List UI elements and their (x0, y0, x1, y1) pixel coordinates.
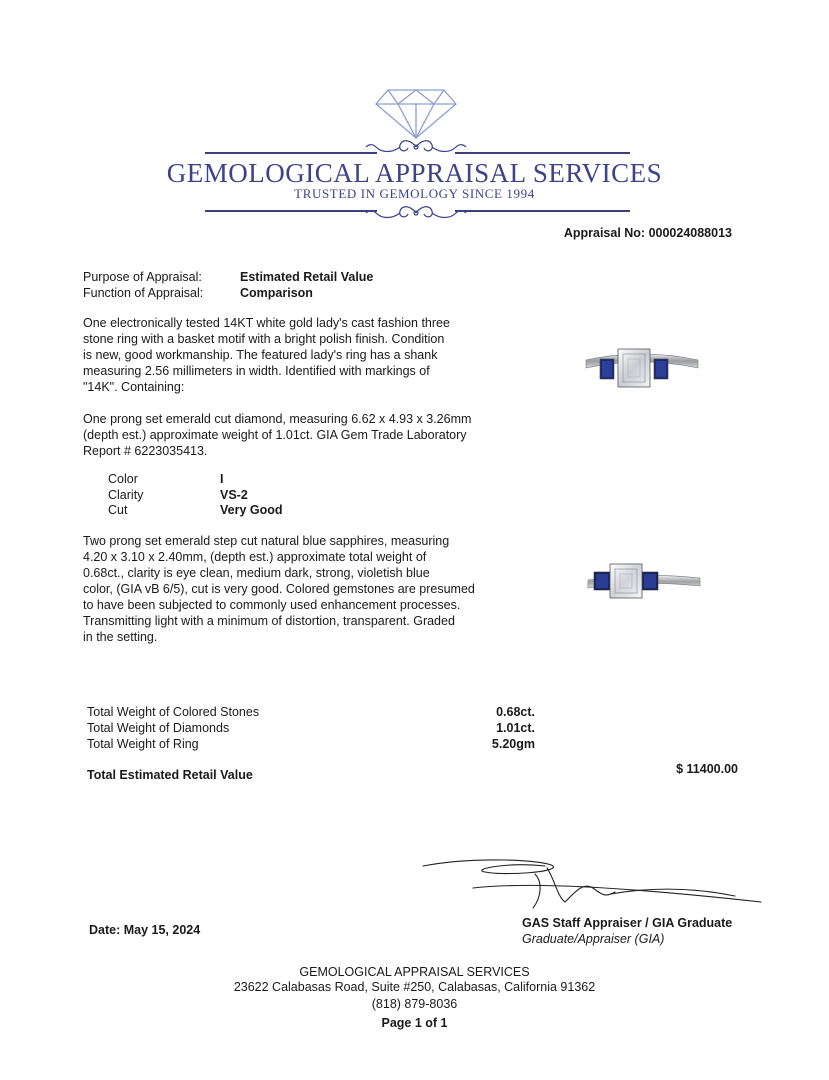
signer-title: GAS Staff Appraiser / GIA Graduate (522, 916, 733, 930)
header-rule-top-left (205, 152, 377, 154)
cut-label: Cut (108, 503, 128, 517)
description-line: in the setting. (83, 630, 158, 644)
ring-description (83, 315, 523, 395)
function-row (83, 285, 413, 301)
description-line: 4.20 x 3.10 x 2.40mm, (depth est.) approximate total weight of (83, 550, 427, 564)
sapphire-description (83, 533, 523, 645)
colored-weight-value: 0.68ct. (496, 705, 535, 719)
purpose-row (83, 269, 413, 285)
letterhead-tagline: TRUSTED IN GEMOLOGY SINCE 1994 (294, 186, 535, 201)
ring-weight-value: 5.20gm (491, 737, 535, 751)
function-value: Comparison (240, 286, 313, 300)
appraisal-date: Date: May 15, 2024 (89, 923, 201, 937)
description-line: One prong set emerald cut diamond, measuring 6.62 x 4.93 x 3.26mm (83, 412, 472, 426)
retail-value-amount: $ 11400.00 (676, 762, 738, 776)
description-line: stone ring with a basket motif with a bright polish finish. Condition (83, 332, 445, 346)
description-line: is new, good workmanship. The featured lady's ring has a shank (83, 348, 438, 362)
description-line: (depth est.) approximate weight of 1.01ct. GIA Gem Trade Laboratory (83, 428, 467, 442)
purpose-label: Purpose of Appraisal: (83, 270, 202, 284)
page-number: Page 1 of 1 (381, 1016, 448, 1030)
totals-row (87, 705, 547, 721)
diamond-weight-value: 1.01ct. (496, 721, 535, 735)
colored-weight-label: Total Weight of Colored Stones (87, 705, 260, 719)
header-rule-top-right (455, 152, 630, 154)
description-line: color, (GIA vB 6/5), cut is very good. Colored gemstones are presumed (83, 582, 475, 596)
header-rule-bottom-right (455, 210, 630, 212)
flourish-top-icon (360, 136, 472, 158)
diamond-description (83, 411, 523, 459)
cut-value: Very Good (220, 503, 283, 517)
totals-row (87, 721, 547, 737)
flourish-bottom-icon (360, 202, 472, 224)
ring-photo-angle (584, 554, 704, 614)
purpose-value: Estimated Retail Value (240, 270, 374, 284)
description-line: "14K". Containing: (83, 380, 185, 394)
footer-phone: (818) 879-8036 (371, 997, 458, 1011)
description-line: Two prong set emerald step cut natural blue sapphires, measuring (83, 534, 450, 548)
weight-totals (87, 705, 547, 753)
description-line: Report # 6223035413. (83, 444, 208, 458)
color-label: Color (108, 472, 138, 486)
grading-row (108, 488, 368, 504)
description-line: One electronically tested 14KT white gold lady's cast fashion three (83, 316, 450, 330)
footer-address: 23622 Calabasas Road, Suite #250, Calabasas, California 91362 (233, 980, 596, 994)
grading-row (108, 503, 368, 519)
diamond-grading (108, 472, 368, 519)
ring-photo-front (582, 338, 702, 398)
retail-value-label: Total Estimated Retail Value (87, 768, 253, 782)
ring-weight-label: Total Weight of Ring (87, 737, 199, 751)
description-line: measuring 2.56 millimeters in width. Identified with markings of (83, 364, 430, 378)
diamond-logo-icon (374, 88, 458, 140)
description-line: to have been subjected to commonly used enhancement processes. (83, 598, 461, 612)
grading-row (108, 472, 368, 488)
appraisal-number: Appraisal No: 000024088013 (563, 226, 732, 240)
footer-company: GEMOLOGICAL APPRAISAL SERVICES (299, 965, 530, 979)
header-rule-bottom-left (205, 210, 377, 212)
letterhead-company-name: GEMOLOGICAL APPRAISAL SERVICES (166, 158, 663, 188)
function-label: Function of Appraisal: (83, 286, 204, 300)
signature-icon (415, 852, 765, 916)
color-value: I (220, 472, 224, 486)
totals-row (87, 737, 547, 753)
diamond-weight-label: Total Weight of Diamonds (87, 721, 230, 735)
purpose-block (83, 269, 413, 303)
description-line: 0.68ct., clarity is eye clean, medium dark, strong, violetish blue (83, 566, 430, 580)
clarity-label: Clarity (108, 487, 144, 502)
signer-subtitle: Graduate/Appraiser (GIA) (522, 932, 665, 946)
clarity-value: VS-2 (220, 487, 248, 502)
description-line: Transmitting light with a minimum of distortion, transparent. Graded (83, 614, 455, 628)
